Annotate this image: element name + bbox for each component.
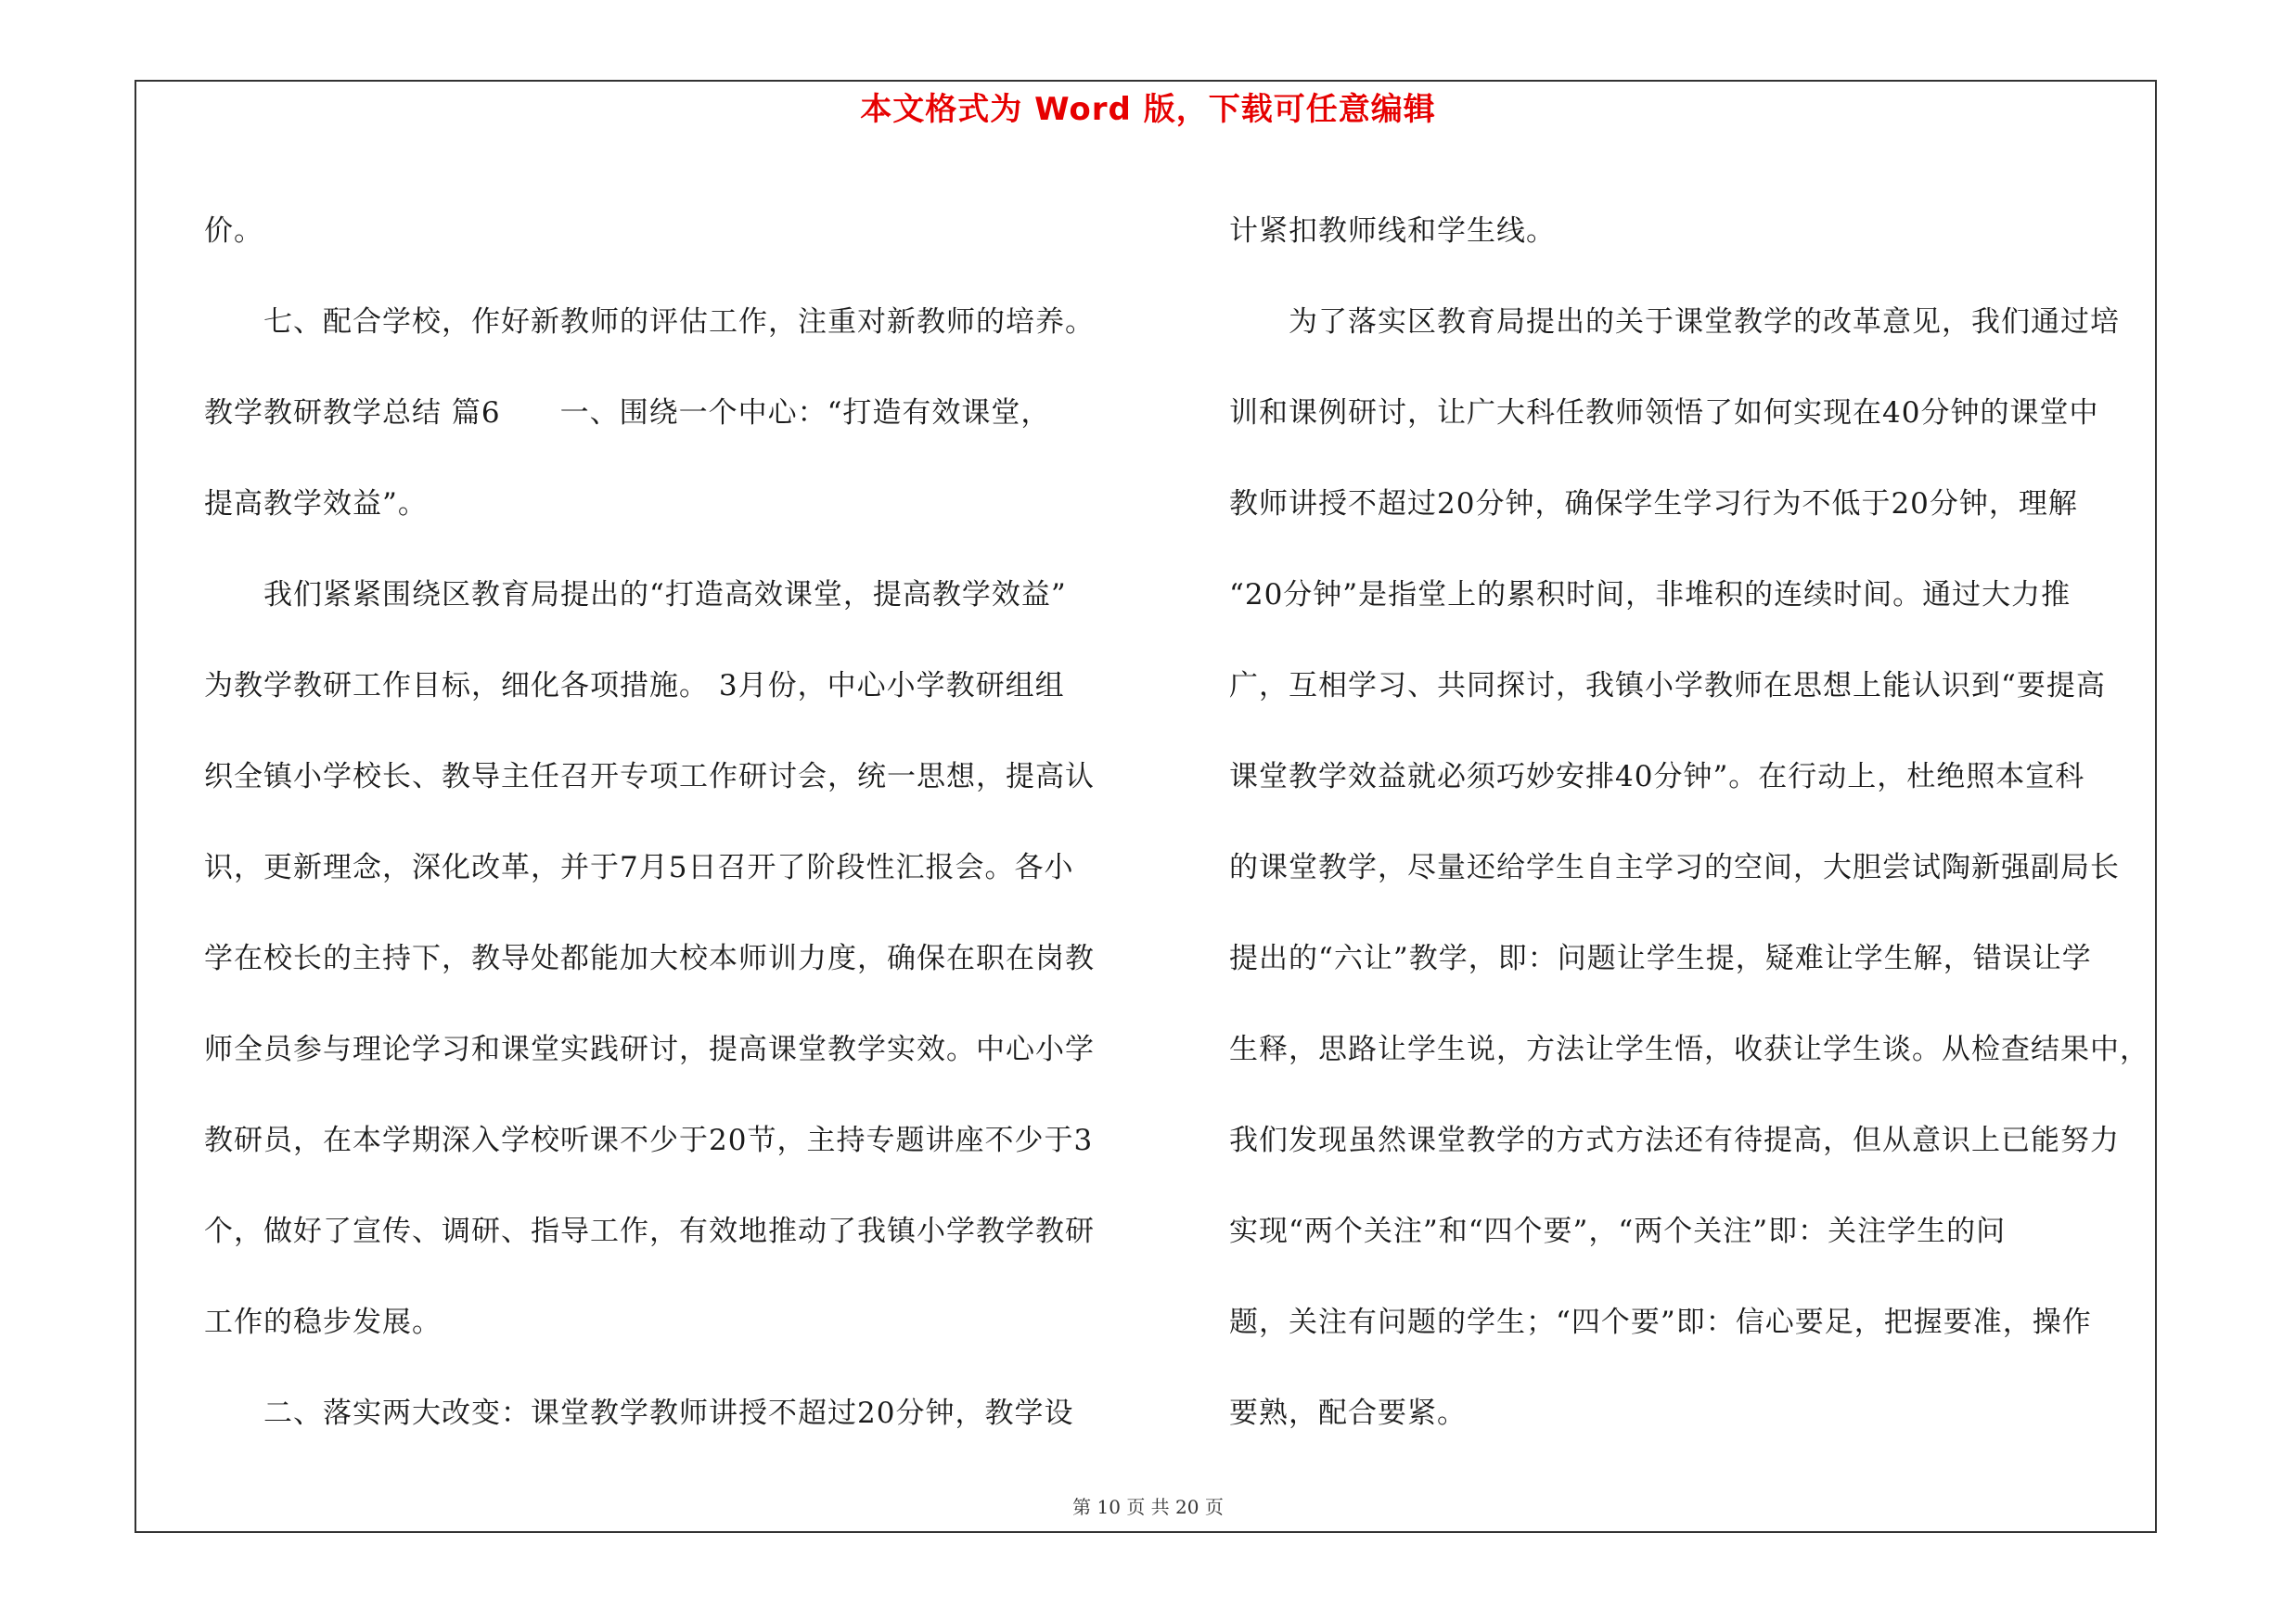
- text-line: 提高教学效益”。: [204, 487, 428, 521]
- text-line: 识，更新理念，深化改革，并于7月5日召开了阶段性汇报会。各小: [204, 851, 1074, 884]
- text-line: 课堂教学效益就必须巧妙安排40分钟”。在行动上，杜绝照本宣科: [1229, 760, 2085, 793]
- text-line: 广，互相学习、共同探讨，我镇小学教师在思想上能认识到“要提高: [1229, 669, 2106, 702]
- text-line: 我们发现虽然课堂教学的方式方法还有待提高，但从意识上已能努力: [1229, 1124, 2120, 1157]
- text-line: 的课堂教学，尽量还给学生自主学习的空间，大胆尝试陶新强副局长: [1229, 851, 2120, 884]
- text-line: 训和课例研讨，让广大科任教师领悟了如何实现在40分钟的课堂中: [1229, 396, 2099, 430]
- text-line: 要熟，配合要紧。: [1229, 1397, 1467, 1430]
- text-line: 实现“两个关注”和“四个要”，“两个关注”即：关注学生的问: [1229, 1215, 2007, 1248]
- word-format-banner: 本文格式为 Word 版，下载可任意编辑: [860, 91, 1436, 128]
- text-line: 计紧扣教师线和学生线。: [1229, 214, 1556, 248]
- text-line: 教研员，在本学期深入学校听课不少于20节，主持专题讲座不少于3: [204, 1124, 1094, 1157]
- text-line: 学在校长的主持下，教导处都能加大校本师训力度，确保在职在岗教: [204, 942, 1095, 975]
- text-line: 提出的“六让”教学，即：问题让学生提，疑难让学生解，错误让学: [1229, 942, 2092, 975]
- page-number-footer: 第 10 页 共 20 页: [1072, 1496, 1224, 1518]
- left-column: [204, 186, 1160, 1459]
- right-column: [1229, 186, 2148, 1459]
- text-line: 个，做好了宣传、调研、指导工作，有效地推动了我镇小学教学教研: [204, 1215, 1095, 1248]
- text-line: 工作的稳步发展。: [204, 1306, 442, 1339]
- text-line: 教学教研教学总结 篇6 一、围绕一个中心：“打造有效课堂，: [204, 396, 1051, 430]
- text-line: 为了落实区教育局提出的关于课堂教学的改革意见，我们通过培: [1229, 305, 2120, 339]
- text-line: 二、落实两大改变：课堂教学教师讲授不超过20分钟，教学设: [204, 1397, 1074, 1430]
- text-line: 题，关注有问题的学生；“四个要”即：信心要足，把握要准，操作: [1229, 1306, 2092, 1339]
- text-line: “20分钟”是指堂上的累积时间，非堆积的连续时间。通过大力推: [1229, 578, 2072, 612]
- text-line: 七、配合学校，作好新教师的评估工作，注重对新教师的培养。: [204, 305, 1095, 339]
- text-line: 织全镇小学校长、教导主任召开专项工作研讨会，统一思想，提高认: [204, 760, 1095, 793]
- text-line: 生释，思路让学生说，方法让学生悟，收获让学生谈。从检查结果中，: [1229, 1033, 2149, 1066]
- text-line: 为教学教研工作目标，细化各项措施。 3月份，中心小学教研组组: [204, 669, 1065, 702]
- text-line: 价。: [204, 214, 263, 248]
- text-line: 我们紧紧围绕区教育局提出的“打造高效课堂，提高教学效益”: [204, 578, 1067, 612]
- text-line: 师全员参与理论学习和课堂实践研讨，提高课堂教学实效。中心小学: [204, 1033, 1095, 1066]
- text-line: 教师讲授不超过20分钟，确保学生学习行为不低于20分钟，理解: [1229, 487, 2078, 521]
